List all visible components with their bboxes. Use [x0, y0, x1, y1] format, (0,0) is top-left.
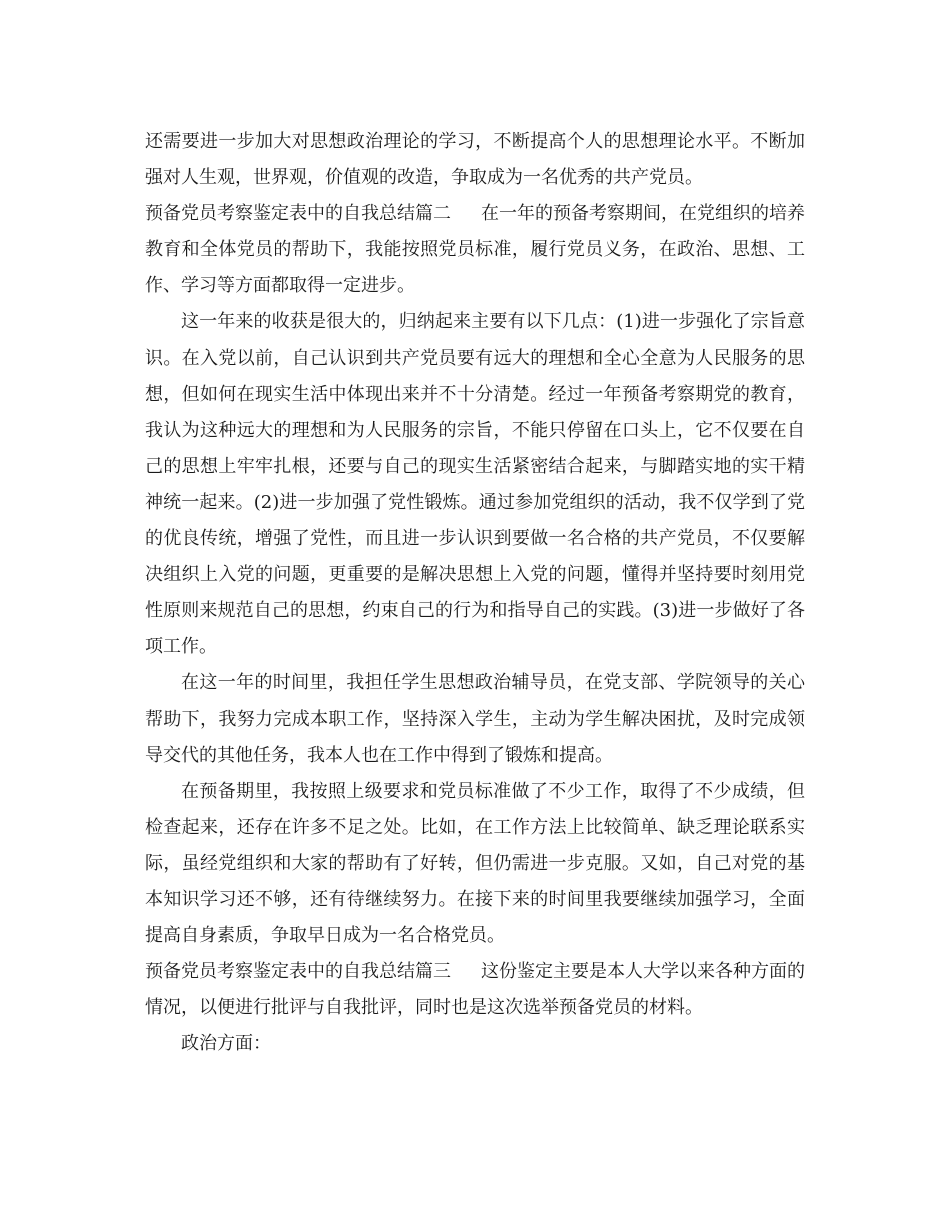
paragraph-gains: 这一年来的收获是很大的，归纳起来主要有以下几点：(1)进一步强化了宗旨意识。在入党以前，自己认识到共产党员要有远大的理想和全心全意为人民服务的思想，但如何在现实生活中体现出来并不十分清楚。经过一年预备考察期党的教育，我认为这种远大的理想和为人民服务的宗旨，不能只停留在口头上，它不仅要在自己的思想上牢牢扎根，还要与自己的现实生活紧密结合起来，与脚踏实地的实干精神统一起来。(2)进一步加强了党性锻炼。通过参加党组织的活动，我不仅学到了党的优良传统，增强了党性，而且进一步认识到要做一名合格的共产党员，不仅要解决组织上入党的问题，更重要的是解决思想上入党的问题，懂得并坚持要时刻用党性原则来规范自己的思想，约束自己的行为和指导自己的实践。(3)进一步做好了各项工作。: [145, 311, 805, 658]
paragraph-section-three: [145, 954, 805, 1026]
document-body: [145, 124, 805, 1062]
section-three-heading: 预备党员考察鉴定表中的自我总结篇三: [145, 961, 451, 983]
section-two-heading: 预备党员考察鉴定表中的自我总结篇二: [145, 203, 451, 225]
section-two-intro: 在一年的预备考察期间，在党组织的培养教育和全体党员的帮助下，我能按照党员标准，履行党员义务，在政治、思想、工作、学习等方面都取得一定进步。: [145, 203, 805, 297]
paragraph-shortcomings: 在预备期里，我按照上级要求和党员标准做了不少工作，取得了不少成绩，但检查起来，还存在许多不足之处。比如，在工作方法上比较简单、缺乏理论联系实际，虽经党组织和大家的帮助有了好转，但仍需进一步克服。又如，自己对党的基本知识学习还不够，还有待继续努力。在接下来的时间里我要继续加强学习，全面提高自身素质，争取早日成为一名合格党员。: [145, 780, 805, 947]
section-three-intro: 这份鉴定主要是本人大学以来各种方面的情况，以便进行批评与自我批评，同时也是这次选举预备党员的材料。: [145, 961, 805, 1019]
paragraph-politics-label: 政治方面：: [181, 1033, 271, 1055]
paragraph-continuation: 还需要进一步加大对思想政治理论的学习，不断提高个人的思想理论水平。不断加强对人生观，世界观，价值观的改造，争取成为一名优秀的共产党员。: [145, 131, 805, 189]
paragraph-counselor-work: 在这一年的时间里，我担任学生思想政治辅导员，在党支部、学院领导的关心帮助下，我努力完成本职工作，坚持深入学生，主动为学生解决困扰，及时完成领导交代的其他任务，我本人也在工作中得到了锻炼和提高。: [145, 672, 805, 766]
paragraph-section-two: [145, 196, 805, 304]
